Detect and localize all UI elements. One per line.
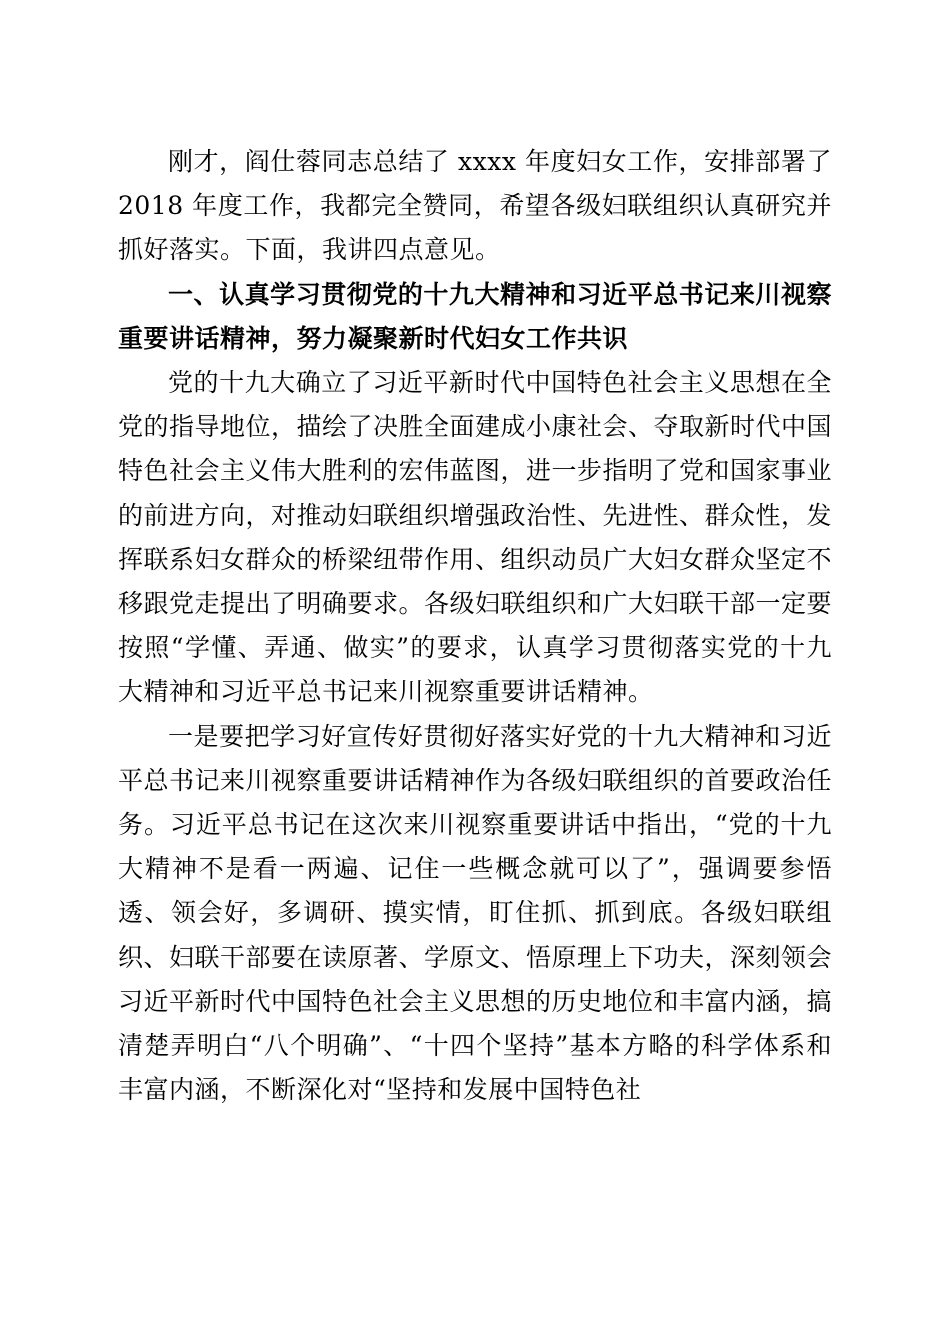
body-paragraph-two: 一是要把学习好宣传好贯彻好落实好党的十九大精神和习近平总书记来川视察重要讲话精神作为各级妇联组织的首要政治任务。习近平总书记在这次来川视察重要讲话中指出，“党的十九大精神不是看一两遍、记住一些概念就可以了”，强调要参悟透、领会好，多调研、摸实情，盯住抓、抓到底。各级妇联组织、妇联干部要在读原著、学原文、悟原理上下功夫，深刻领会习近平新时代中国特色社会主义思想的历史地位和丰富内涵，搞清楚弄明白“八个明确”、“十四个坚持”基本方略的科学体系和丰富内涵，不断深化对“坚持和发展中国特色社 <box>118 721 833 1105</box>
section-heading-one: 一、认真学习贯彻党的十九大精神和习近平总书记来川视察重要讲话精神，努力凝聚新时代妇女工作共识 <box>118 279 832 353</box>
body-paragraph-one: 党的十九大确立了习近平新时代中国特色社会主义思想在全党的指导地位，描绘了决胜全面建成小康社会、夺取新时代中国特色社会主义伟大胜利的宏伟蓝图，进一步指明了党和国家事业的前进方向，对推动妇联组织增强政治性、先进性、群众性，发挥联系妇女群众的桥梁纽带作用、组织动员广大妇女群众坚定不移跟党走提出了明确要求。各级妇联组织和广大妇联干部一定要按照“学懂、弄通、做实”的要求，认真学习贯彻落实党的十九大精神和习近平总书记来川视察重要讲话精神。 <box>118 368 833 707</box>
document-body <box>118 140 832 1112</box>
intro-paragraph: 刚才，阎仕蓉同志总结了 xxxx 年度妇女工作，安排部署了 2018 年度工作，我都完全赞同，希望各级妇联组织认真研究并抓好落实。下面，我讲四点意见。 <box>118 147 832 265</box>
